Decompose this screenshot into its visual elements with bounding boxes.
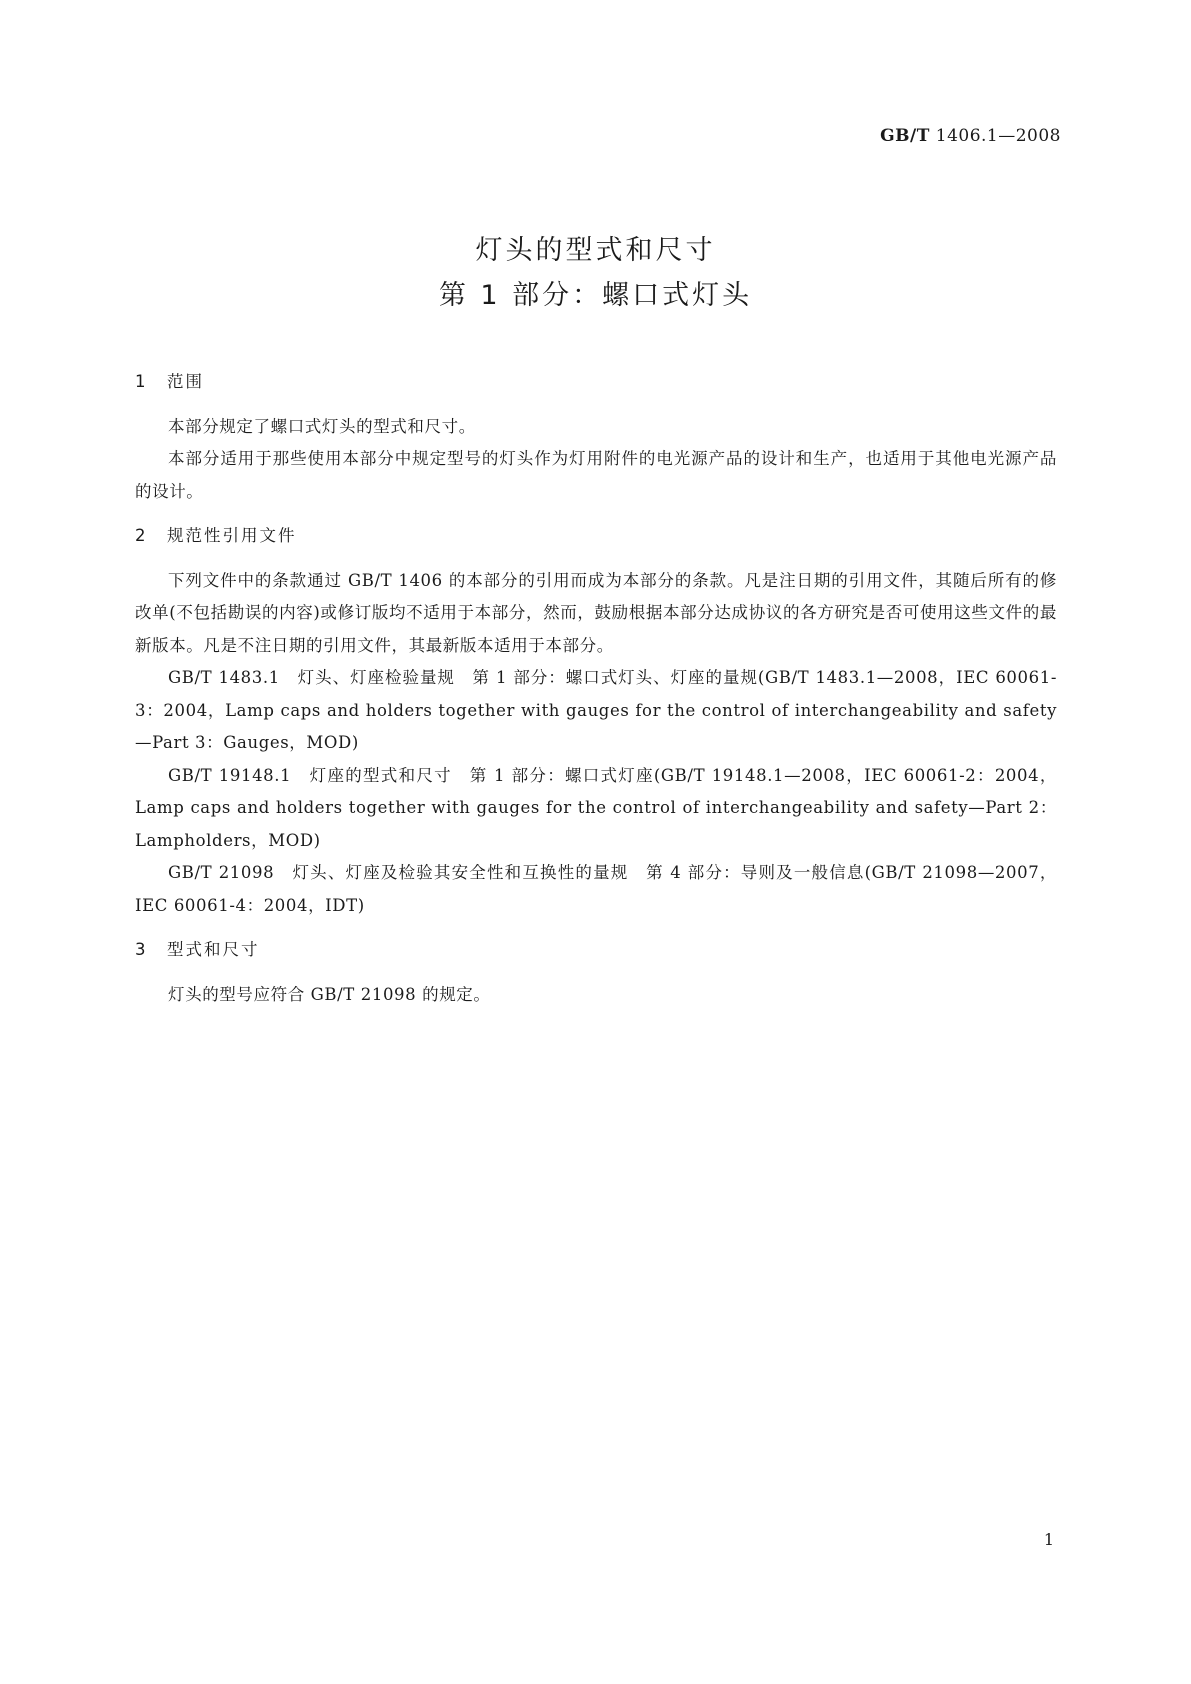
section-1-heading [135, 366, 1057, 399]
section-title: 型式和尺寸 [167, 940, 260, 959]
paragraph: 下列文件中的条款通过 GB/T 1406 的本部分的引用而成为本部分的条款。凡是注日期的引用文件，其随后所有的修改单(不包括勘误的内容)或修订版均不适用于本部分，然而，鼓励根据本部分达成协议的各方研究是否可使用这些文件的最新版本。凡是不注日期的引用文件，其最新版本适用于本部分。 [135, 570, 1057, 655]
document-body [135, 366, 1057, 1011]
standard-number [880, 126, 1061, 146]
section-number: 3 [135, 940, 146, 959]
paragraph: 本部分规定了螺口式灯头的型式和尺寸。 [168, 416, 476, 436]
reference-entry: GB/T 1483.1 灯头、灯座检验量规 第 1 部分：螺口式灯头、灯座的量规(GB/T 1483.1—2008，IEC 60061-3：2004，Lamp caps and holders together with gauges for the control of interchangeability and safety—Part 3：Gauges，MOD) [135, 668, 1057, 752]
section-title: 范围 [167, 372, 204, 391]
page-number: 1 [1043, 1530, 1054, 1549]
section-2-heading [135, 520, 1057, 553]
section-number: 1 [135, 372, 146, 391]
section-number: 2 [135, 526, 146, 545]
document-title [0, 228, 1191, 318]
title-line-2: 第 1 部分：螺口式灯头 [438, 280, 753, 311]
standard-prefix: GB/T [880, 126, 930, 146]
section-title: 规范性引用文件 [167, 526, 297, 545]
section-3-heading [135, 934, 1057, 967]
reference-entry: GB/T 21098 灯头、灯座及检验其安全性和互换性的量规 第 4 部分：导则及一般信息(GB/T 21098—2007，IEC 60061-4：2004，IDT) [135, 863, 1057, 915]
paragraph: 灯头的型号应符合 GB/T 21098 的规定。 [168, 984, 491, 1004]
title-line-1: 灯头的型式和尺寸 [475, 235, 716, 266]
standard-code: 1406.1—2008 [935, 126, 1061, 146]
reference-entry: GB/T 19148.1 灯座的型式和尺寸 第 1 部分：螺口式灯座(GB/T 19148.1—2008，IEC 60061-2：2004，Lamp caps and holders together with gauges for the control of interchangeability and safety—Part 2：Lampholders，MOD) [135, 765, 1057, 850]
paragraph: 本部分适用于那些使用本部分中规定型号的灯头作为灯用附件的电光源产品的设计和生产，也适用于其他电光源产品的设计。 [135, 449, 1057, 501]
